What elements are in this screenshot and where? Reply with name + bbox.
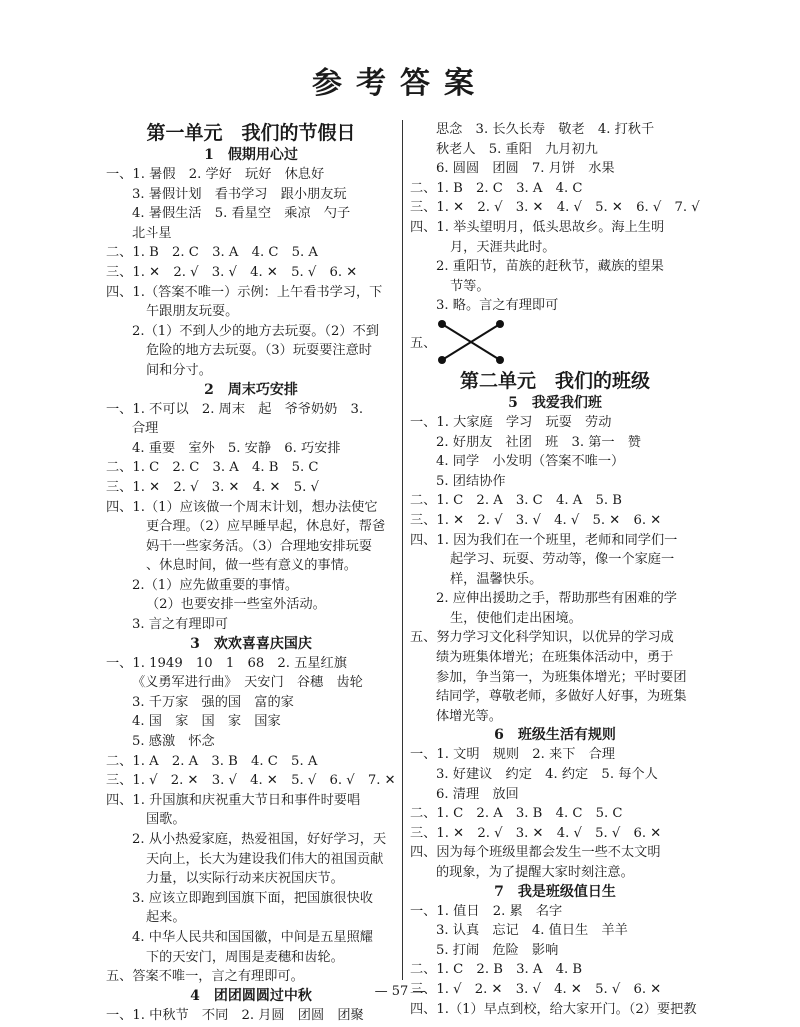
lesson-5-heading: 5 我爱我们班 (508, 394, 602, 411)
answer-line: 、休息时间，做一些有意义的事情。 (146, 558, 357, 574)
answer-line: 一、1. 中秋节 不同 2. 月圆 团圆 团聚 (106, 1007, 364, 1023)
answer-line: 《义勇军进行曲》 天安门 谷穗 齿轮 (132, 675, 363, 691)
answer-line: 五、答案不唯一，言之有理即可。 (106, 969, 304, 985)
lesson-6-heading: 6 班级生活有规则 (494, 727, 616, 744)
answer-line: 一、1. 暑假 2. 学好 玩好 休息好 (106, 167, 325, 182)
answer-line: 间和分寸。 (146, 362, 212, 378)
answer-line: 2. 应伸出援助之手，帮助那些有困难的学 (436, 591, 677, 607)
answer-line: 样，温馨快乐。 (450, 571, 543, 587)
answer-line: 体增光等。 (436, 708, 502, 724)
answer-line: 妈干一些家务活。（3）合理地安排玩耍 (146, 538, 372, 554)
answer-line: 三、1. ✕ 2. √ 3. ✕ 4. ✕ 5. √ (106, 479, 319, 495)
lesson-1-heading: 1 假期用心过 (204, 147, 298, 163)
answer-line: 参加，争当第一，为班集体增光；平时要团 (436, 669, 687, 685)
answer-line: 一、1. 不可以 2. 周末 起 爷爷奶奶 3. (106, 401, 364, 417)
lesson-7-heading: 7 我是班级值日生 (494, 883, 616, 900)
answer-line: 4. 暑假生活 5. 看星空 乘凉 勺子 (132, 206, 351, 222)
answer-line: 6. 清理 放回 (436, 786, 519, 802)
answer-line: 二、1. B 2. C 3. A 4. C (410, 180, 583, 196)
answer-line: 二、1. C 2. C 3. A 4. B 5. C (106, 460, 319, 476)
answer-line: 一、1. 大家庭 学习 玩耍 劳动 (410, 414, 612, 430)
unit-2-heading: 第二单元 我们的班级 (459, 369, 650, 392)
answer-line: 4. 中华人民共和国国徽，中间是五星照耀 (132, 929, 373, 945)
answer-line: 四、1. 升国旗和庆祝重大节日和事件时要唱 (106, 792, 361, 808)
answer-line: 3. 好建议 约定 4. 约定 5. 每个人 (436, 767, 658, 783)
answer-line: 二、1. C 2. B 3. A 4. B (410, 962, 583, 978)
answer-line: 4. 重要 室外 5. 安静 6. 巧安排 (132, 440, 341, 456)
answer-line: 3. 认真 忘记 4. 值日生 羊羊 (436, 923, 628, 939)
answer-line: 3. 言之有理即可 (132, 617, 228, 633)
answer-line: 2.（1）应先做重要的事情。 (132, 577, 299, 593)
answer-line: 三、1. ✕ 2. √ 3. √ 4. ✕ 5. √ 6. ✕ (106, 264, 358, 280)
answer-line: 北斗星 (132, 225, 172, 241)
answer-line: 3. 略。言之有理即可 (436, 298, 559, 314)
answer-line: 四、1. 举头望明月，低头思故乡。海上生明 (410, 219, 665, 235)
answer-line: 下的天安门，周围是麦穗和齿轮。 (146, 949, 344, 965)
lesson-4-heading: 4 团团圆圆过中秋 (190, 987, 312, 1004)
answer-line: 2.（1）不到人少的地方去玩耍。（2）不到 (132, 323, 379, 339)
answer-line: 5. 团结协作 (436, 473, 506, 489)
answer-line: 二、1. C 2. A 3. C 4. A 5. B (410, 493, 622, 509)
answer-line: 绩为班集体增光；在班集体活动中，勇于 (436, 650, 674, 666)
answer-line: 二、1. A 2. A 3. B 4. C 5. A (106, 753, 318, 769)
answer-line: 一、1. 1949 10 1 68 2. 五星红旗 (106, 655, 347, 671)
match-dot (438, 320, 446, 328)
answer-line: 2. 从小热爱家庭，热爱祖国，好好学习，天 (132, 832, 387, 847)
matching-answer (410, 316, 700, 368)
match-dot (496, 356, 504, 364)
answer-line: 秋老人 5. 重阳 九月初九 (436, 141, 598, 157)
answer-line: 三、1. ✕ 2. √ 3. ✕ 4. √ 5. ✕ 6. √ 7. √ (410, 200, 700, 216)
answer-line: 四、1.（1）应该做一个周末计划，想办法使它 (106, 499, 378, 515)
unit-1-heading: 第一单元 我们的节假日 (146, 122, 356, 144)
matching-lines-diagram (436, 318, 506, 366)
answer-line: 力量，以实际行动来庆祝国庆节。 (146, 871, 344, 887)
page-number: — 57 — (374, 984, 426, 999)
lesson-3-heading: 3 欢欢喜喜庆国庆 (190, 635, 312, 652)
answer-line: 四、1. 因为我们在一个班里，老师和同学们一 (410, 532, 678, 548)
match-dot (438, 356, 446, 364)
answer-line: 3. 暑假计划 看书学习 跟小朋友玩 (132, 186, 347, 202)
answer-line: 合理 (132, 421, 159, 437)
answer-line: （2）也要安排一些室外活动。 (146, 597, 326, 613)
answer-line: 生，使他们走出困境。 (450, 610, 582, 626)
answer-line: 三、1. √ 2. ✕ 3. √ 4. ✕ 5. √ 6. ✕ (410, 981, 662, 997)
answer-line: 一、1. 值日 2. 累 名字 (410, 903, 563, 919)
lesson-2-heading: 2 周末巧安排 (204, 381, 298, 398)
answer-line: 4. 同学 小发明（答案不唯一） (436, 454, 625, 470)
answer-line: 5. 感激 怀念 (132, 734, 215, 750)
answer-line: 思念 3. 长久长寿 敬老 4. 打秋千 (436, 122, 655, 137)
answer-line: 4. 国 家 国 家 国家 (132, 714, 281, 730)
answer-line: 五、努力学习文化科学知识，以优异的学习成 (410, 630, 674, 646)
answer-line: 6. 圆圆 团圆 7. 月饼 水果 (436, 161, 615, 177)
answer-line: 三、1. ✕ 2. √ 3. ✕ 4. √ 5. √ 6. ✕ (410, 825, 662, 841)
page-title: 参考答案 (312, 66, 488, 101)
matching-label: 五、 (410, 336, 437, 352)
answer-line: 3. 千万家 强的国 富的家 (132, 694, 294, 710)
answer-line: 二、1. B 2. C 3. A 4. C 5. A (106, 245, 318, 261)
answer-line: 午跟朋友玩耍。 (146, 304, 239, 320)
answer-line: 2. 重阳节，苗族的赶秋节，藏族的望果 (436, 259, 664, 275)
answer-line: 3. 应该立即跑到国旗下面，把国旗很快收 (132, 890, 373, 906)
answer-line: 危险的地方去玩耍。（3）玩耍要注意时 (146, 343, 372, 359)
answer-line: 2. 好朋友 社团 班 3. 第一 赞 (436, 434, 641, 450)
answer-line: 起来。 (146, 910, 186, 926)
left-column (106, 120, 396, 1025)
answer-line: 月，天涯共此时。 (450, 239, 556, 255)
answer-line: 四、1.（答案不唯一）示例：上午看书学习，下 (106, 284, 383, 300)
answer-line: 的现象，为了提醒大家时刻注意。 (436, 865, 634, 880)
right-column (410, 120, 700, 1019)
answer-line: 更合理。（2）应早睡早起，休息好，帮爸 (146, 519, 386, 535)
answer-line: 5. 打闹 危险 影响 (436, 942, 559, 958)
answer-line: 节等。 (450, 278, 490, 294)
column-divider (402, 120, 403, 980)
match-dot (496, 320, 504, 328)
answer-line: 天向上，长大为建设我们伟大的祖国贡献 (146, 851, 384, 867)
answer-line: 结同学，尊敬老师，多做好人好事，为班集 (436, 689, 687, 705)
answer-line: 国歌。 (146, 812, 186, 828)
answer-line: 四、因为每个班级里都会发生一些不太文明 (410, 845, 661, 861)
answer-line: 一、1. 文明 规则 2. 来下 合理 (410, 747, 615, 763)
answer-line: 四、1.（1）早点到校，给大家开门。（2）要把教 (410, 1001, 697, 1017)
answer-line: 起学习、玩耍、劳动等，像一个家庭一 (450, 552, 675, 568)
answer-line: 三、1. √ 2. ✕ 3. √ 4. ✕ 5. √ 6. √ 7. ✕ (106, 773, 396, 789)
answer-line: 二、1. C 2. A 3. B 4. C 5. C (410, 806, 623, 822)
answer-line: 三、1. ✕ 2. √ 3. √ 4. √ 5. ✕ 6. ✕ (410, 512, 662, 528)
